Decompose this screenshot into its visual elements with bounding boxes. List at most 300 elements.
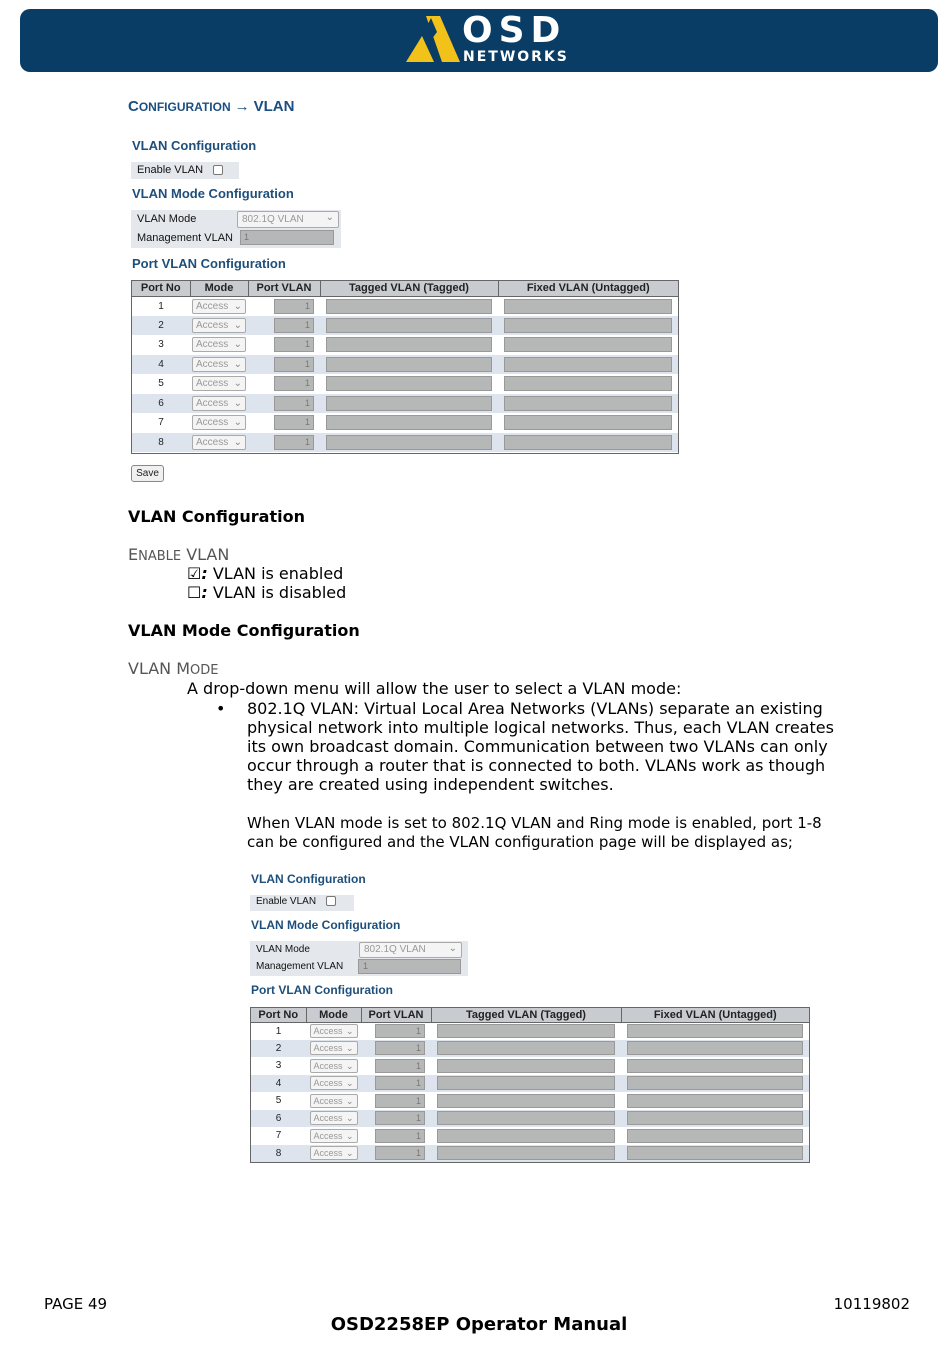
port-number-cell <box>251 1145 306 1163</box>
column-header: Port VLAN <box>361 1008 431 1022</box>
tagged-vlan-input[interactable] <box>326 299 492 314</box>
paragraph-line: can be configured and the VLAN configuration page will be displayed as; <box>247 833 793 851</box>
column-header: Tagged VLAN (Tagged) <box>320 281 498 296</box>
port-vlan-input[interactable] <box>274 357 314 372</box>
ui-heading-vlan-mode-configuration: VLAN Mode Configuration <box>251 918 401 932</box>
port-vlan-input[interactable] <box>274 415 314 430</box>
heading-vlan-mode-configuration: VLAN Mode Configuration <box>128 621 360 640</box>
mode-cell <box>306 1127 361 1145</box>
table-row <box>251 1057 809 1075</box>
bullet-paragraph <box>247 699 847 794</box>
untagged-vlan-cell <box>621 1092 809 1110</box>
colon: : <box>201 583 208 602</box>
tagged-vlan-cell <box>431 1110 621 1128</box>
management-vlan-value: 1 <box>244 232 250 242</box>
mode-cell <box>306 1057 361 1075</box>
checked-box-icon: ☑ <box>187 564 202 583</box>
column-header: Fixed VLAN (Untagged) <box>621 1008 809 1022</box>
page-number: PAGE 49 <box>44 1295 108 1313</box>
mode-select[interactable] <box>192 435 246 450</box>
chevron-down-icon: ⌄ <box>345 1113 354 1124</box>
paragraph-line: physical network into multiple logical networks. Thus, each VLAN creates <box>247 718 834 737</box>
port-number-cell <box>132 374 190 394</box>
table-row <box>251 1127 809 1145</box>
tagged-vlan-input[interactable] <box>437 1111 615 1125</box>
port-vlan-input[interactable] <box>274 376 314 391</box>
mode-select[interactable] <box>310 1111 358 1125</box>
chevron-down-icon: ⌄ <box>233 397 242 409</box>
port-vlan-input[interactable] <box>274 299 314 314</box>
untagged-vlan-input[interactable] <box>627 1146 803 1160</box>
save-button[interactable]: Save <box>131 465 164 482</box>
disabled-description <box>187 583 346 602</box>
mode-select[interactable] <box>310 1024 358 1038</box>
mode-select[interactable] <box>310 1129 358 1143</box>
port-number: 3 <box>158 339 164 351</box>
untagged-vlan-cell <box>498 316 678 336</box>
port-vlan-value: 1 <box>304 339 310 350</box>
chevron-down-icon: ⌄ <box>345 1095 354 1106</box>
tagged-vlan-input[interactable] <box>326 415 492 430</box>
column-header: Mode <box>306 1008 361 1022</box>
mode-select[interactable] <box>192 415 246 430</box>
table-row <box>132 374 678 394</box>
untagged-vlan-cell <box>621 1022 809 1040</box>
mode-value: Access <box>196 300 229 312</box>
port-vlan-input[interactable] <box>274 396 314 411</box>
port-number: 2 <box>158 319 164 331</box>
port-number: 6 <box>158 397 164 409</box>
management-vlan-label: Management VLAN <box>137 232 233 244</box>
mode-select[interactable] <box>192 357 246 372</box>
paragraph-line: they are created using independent switches. <box>247 775 614 794</box>
port-number: 1 <box>158 300 164 312</box>
column-header: Port VLAN <box>248 281 320 296</box>
paragraph-line: When VLAN mode is set to 802.1Q VLAN and Ring mode is enabled, port 1-8 <box>247 814 822 832</box>
port-vlan-cell <box>361 1057 431 1075</box>
port-number-cell <box>132 413 190 433</box>
port-vlan-cell <box>248 413 320 433</box>
untagged-vlan-input[interactable] <box>627 1129 803 1143</box>
mode-cell <box>190 296 248 316</box>
untagged-vlan-cell <box>621 1075 809 1093</box>
tagged-vlan-cell <box>431 1022 621 1040</box>
mode-value: Access <box>196 417 229 429</box>
tagged-vlan-cell <box>320 296 498 316</box>
vlan-mode-select[interactable] <box>237 211 339 228</box>
port-vlan-input[interactable] <box>375 1129 425 1143</box>
mode-select[interactable] <box>310 1076 358 1090</box>
port-number-cell <box>251 1022 306 1040</box>
port-vlan-value: 1 <box>415 1113 421 1124</box>
port-number-cell <box>251 1075 306 1093</box>
port-vlan-input[interactable] <box>274 318 314 333</box>
table-row <box>251 1075 809 1093</box>
column-header: Tagged VLAN (Tagged) <box>431 1008 621 1022</box>
untagged-vlan-cell <box>621 1110 809 1128</box>
table-row <box>251 1110 809 1128</box>
dropdown-intro: A drop-down menu will allow the user to select a VLAN mode: <box>187 679 682 698</box>
vlan-mode-value: 802.1Q VLAN <box>242 214 304 225</box>
port-number-cell <box>251 1092 306 1110</box>
port-vlan-cell <box>248 355 320 375</box>
untagged-vlan-input[interactable] <box>504 396 672 411</box>
subheading-vlan-mode <box>128 659 219 678</box>
management-vlan-value: 1 <box>363 961 369 971</box>
table-row <box>251 1145 809 1163</box>
port-vlan-cell <box>361 1075 431 1093</box>
untagged-vlan-input[interactable] <box>504 299 672 314</box>
untagged-vlan-input[interactable] <box>627 1059 803 1073</box>
enabled-text: VLAN is enabled <box>207 564 344 583</box>
unchecked-box-icon: ☐ <box>187 583 202 602</box>
ui-heading-vlan-configuration: VLAN Configuration <box>132 138 257 153</box>
port-vlan-value: 1 <box>304 378 310 389</box>
mode-select[interactable] <box>310 1146 358 1160</box>
subheading-rest: NABLE <box>138 549 182 564</box>
enable-vlan-checkbox[interactable] <box>326 896 336 906</box>
table-row <box>251 1022 809 1040</box>
untagged-vlan-cell <box>621 1040 809 1058</box>
port-vlan-cell <box>361 1022 431 1040</box>
mode-value: Access <box>313 1148 343 1159</box>
ring-paragraph <box>247 814 847 852</box>
untagged-vlan-input[interactable] <box>504 376 672 391</box>
port-vlan-cell <box>248 296 320 316</box>
mode-select[interactable] <box>192 318 246 333</box>
port-vlan-input[interactable] <box>274 435 314 450</box>
port-number-cell <box>132 335 190 355</box>
port-vlan-table <box>131 280 679 454</box>
tagged-vlan-cell <box>431 1145 621 1163</box>
subheading-initial: VLAN M <box>128 659 191 678</box>
logo-subtext: NETWORKS <box>463 49 569 65</box>
section-title <box>128 98 294 115</box>
port-number-cell <box>251 1040 306 1058</box>
port-vlan-cell <box>361 1110 431 1128</box>
port-number: 4 <box>275 1077 282 1089</box>
mode-cell <box>190 374 248 394</box>
port-number: 8 <box>275 1147 282 1159</box>
port-vlan-value: 1 <box>415 1095 421 1106</box>
mode-select[interactable] <box>192 337 246 352</box>
chevron-down-icon: ⌄ <box>345 1078 354 1089</box>
ui-heading-port-vlan-configuration: Port VLAN Configuration <box>132 256 286 271</box>
enable-vlan-label: Enable VLAN <box>137 164 204 176</box>
port-number: 4 <box>158 358 164 370</box>
mode-value: Access <box>196 319 229 331</box>
port-number: 5 <box>275 1095 282 1107</box>
vlan-mode-label: VLAN Mode <box>256 944 310 955</box>
tagged-vlan-cell <box>320 335 498 355</box>
untagged-vlan-input[interactable] <box>627 1041 803 1055</box>
port-vlan-value: 1 <box>304 358 310 369</box>
port-vlan-input[interactable] <box>375 1146 425 1160</box>
port-number: 5 <box>158 378 164 390</box>
chevron-down-icon: ⌄ <box>345 1130 354 1141</box>
ui-heading-vlan-mode-configuration: VLAN Mode Configuration <box>132 186 294 201</box>
port-vlan-value: 1 <box>304 397 310 408</box>
untagged-vlan-input[interactable] <box>627 1111 803 1125</box>
port-vlan-cell <box>248 394 320 414</box>
port-vlan-cell <box>248 433 320 453</box>
chevron-down-icon: ⌄ <box>233 358 242 370</box>
table-row <box>132 413 678 433</box>
mode-cell <box>306 1022 361 1040</box>
mode-cell <box>190 316 248 336</box>
section-prefix-initial: C <box>128 98 139 115</box>
mode-value: Access <box>196 378 229 390</box>
port-vlan-table <box>250 1007 810 1163</box>
mode-select[interactable] <box>310 1041 358 1055</box>
untagged-vlan-cell <box>498 335 678 355</box>
mode-cell <box>306 1145 361 1163</box>
disabled-text: VLAN is disabled <box>207 583 347 602</box>
port-vlan-input[interactable] <box>375 1076 425 1090</box>
untagged-vlan-cell <box>498 413 678 433</box>
port-number: 8 <box>158 436 164 448</box>
tagged-vlan-input[interactable] <box>437 1129 615 1143</box>
subheading-rest: ODE <box>190 663 219 678</box>
table-row <box>132 335 678 355</box>
tagged-vlan-input[interactable] <box>326 318 492 333</box>
mode-value: Access <box>313 1026 343 1036</box>
mode-select[interactable] <box>310 1094 358 1108</box>
enable-vlan-checkbox[interactable] <box>213 165 223 175</box>
port-number-cell <box>132 433 190 453</box>
osd-logo <box>404 10 574 66</box>
mode-value: Access <box>196 339 229 351</box>
port-vlan-value: 1 <box>415 1026 421 1036</box>
chevron-down-icon: ⌄ <box>233 319 242 331</box>
port-vlan-cell <box>361 1092 431 1110</box>
port-vlan-input[interactable] <box>375 1041 425 1055</box>
port-number-cell <box>251 1057 306 1075</box>
tagged-vlan-cell <box>431 1040 621 1058</box>
tagged-vlan-cell <box>320 355 498 375</box>
mode-value: Access <box>313 1130 343 1141</box>
port-vlan-value: 1 <box>304 319 310 330</box>
untagged-vlan-input[interactable] <box>504 357 672 372</box>
paragraph-line: its own broadcast domain. Communication between two VLANs can only <box>247 737 828 756</box>
port-vlan-cell <box>248 316 320 336</box>
port-vlan-input[interactable] <box>375 1024 425 1038</box>
port-vlan-value: 1 <box>415 1130 421 1141</box>
mode-value: Access <box>313 1043 343 1054</box>
vlan-mode-value: 802.1Q VLAN <box>364 944 426 955</box>
port-number-cell <box>132 394 190 414</box>
chevron-down-icon: ⌄ <box>448 943 457 954</box>
table-row <box>132 394 678 414</box>
table-row <box>132 433 678 453</box>
port-vlan-input[interactable] <box>375 1094 425 1108</box>
enable-vlan-row <box>250 895 354 911</box>
enable-vlan-row <box>131 162 239 179</box>
paragraph-line: occur through a router that is connected to both. VLANs work as though <box>247 756 826 775</box>
heading-vlan-configuration: VLAN Configuration <box>128 507 305 526</box>
chevron-down-icon: ⌄ <box>233 339 242 351</box>
mode-value: Access <box>313 1095 343 1106</box>
mode-select[interactable] <box>192 376 246 391</box>
mode-cell <box>190 355 248 375</box>
tagged-vlan-cell <box>431 1075 621 1093</box>
subheading-initial: E <box>128 545 139 564</box>
port-vlan-value: 1 <box>415 1043 421 1054</box>
paragraph-line: 802.1Q VLAN: Virtual Local Area Networks (VLANs) separate an existing <box>247 699 823 718</box>
tagged-vlan-input[interactable] <box>437 1059 615 1073</box>
untagged-vlan-input[interactable] <box>504 435 672 450</box>
port-number-cell <box>132 316 190 336</box>
port-vlan-cell <box>248 374 320 394</box>
port-vlan-value: 1 <box>415 1148 421 1159</box>
column-header: Mode <box>190 281 248 296</box>
untagged-vlan-input[interactable] <box>627 1076 803 1090</box>
chevron-down-icon: ⌄ <box>345 1043 354 1054</box>
port-vlan-cell <box>361 1145 431 1163</box>
subheading-tail: VLAN <box>181 545 230 564</box>
mode-cell <box>306 1110 361 1128</box>
port-vlan-value: 1 <box>304 436 310 447</box>
mode-select[interactable] <box>310 1059 358 1073</box>
chevron-down-icon: ⌄ <box>233 436 242 448</box>
tagged-vlan-cell <box>431 1092 621 1110</box>
subheading-enable-vlan <box>128 545 229 564</box>
table-row <box>132 355 678 375</box>
port-number: 7 <box>158 417 164 429</box>
untagged-vlan-input[interactable] <box>504 318 672 333</box>
untagged-vlan-cell <box>621 1145 809 1163</box>
enable-vlan-label: Enable VLAN <box>256 896 317 907</box>
mode-cell <box>306 1092 361 1110</box>
port-vlan-value: 1 <box>415 1078 421 1089</box>
port-vlan-input[interactable] <box>375 1111 425 1125</box>
column-header: Fixed VLAN (Untagged) <box>498 281 678 296</box>
untagged-vlan-cell <box>498 433 678 453</box>
management-vlan-label: Management VLAN <box>256 961 344 972</box>
mode-value: Access <box>313 1078 343 1089</box>
port-number-cell <box>132 355 190 375</box>
untagged-vlan-cell <box>498 394 678 414</box>
port-vlan-input[interactable] <box>375 1059 425 1073</box>
tagged-vlan-input[interactable] <box>437 1076 615 1090</box>
logo-text: OSD <box>462 10 567 51</box>
port-number: 2 <box>275 1042 282 1054</box>
tagged-vlan-cell <box>431 1057 621 1075</box>
table-row <box>132 296 678 316</box>
untagged-vlan-cell <box>621 1057 809 1075</box>
table-row <box>132 316 678 336</box>
mode-select[interactable] <box>192 396 246 411</box>
tagged-vlan-input[interactable] <box>326 396 492 411</box>
chevron-down-icon: ⌄ <box>325 212 334 223</box>
mode-select[interactable] <box>192 299 246 314</box>
tagged-vlan-cell <box>320 394 498 414</box>
untagged-vlan-cell <box>498 374 678 394</box>
port-number: 3 <box>275 1060 282 1072</box>
port-number: 1 <box>275 1025 282 1037</box>
chevron-down-icon: ⌄ <box>233 417 242 429</box>
tagged-vlan-input[interactable] <box>326 376 492 391</box>
tagged-vlan-input[interactable] <box>326 435 492 450</box>
mode-cell <box>190 413 248 433</box>
port-vlan-cell <box>361 1127 431 1145</box>
port-vlan-value: 1 <box>304 417 310 428</box>
port-number-cell <box>251 1110 306 1128</box>
port-vlan-cell <box>361 1040 431 1058</box>
mode-value: Access <box>313 1113 343 1124</box>
port-vlan-input[interactable] <box>274 337 314 352</box>
chevron-down-icon: ⌄ <box>345 1026 354 1036</box>
tagged-vlan-cell <box>431 1127 621 1145</box>
section-prefix-rest: ONFIGURATION <box>138 100 231 114</box>
untagged-vlan-cell <box>498 355 678 375</box>
column-header: Port No <box>132 281 190 296</box>
untagged-vlan-input[interactable] <box>504 337 672 352</box>
untagged-vlan-input[interactable] <box>627 1024 803 1038</box>
chevron-down-icon: ⌄ <box>233 300 242 312</box>
port-number: 6 <box>275 1112 282 1124</box>
mode-value: Access <box>196 358 229 370</box>
mode-cell <box>190 335 248 355</box>
untagged-vlan-input[interactable] <box>627 1094 803 1108</box>
tagged-vlan-input[interactable] <box>437 1041 615 1055</box>
tagged-vlan-input[interactable] <box>437 1024 615 1038</box>
section-title-vlan: VLAN <box>253 98 295 115</box>
arrow-right-icon: → <box>234 98 250 115</box>
column-header: Port No <box>251 1008 306 1022</box>
chevron-down-icon: ⌄ <box>233 378 242 390</box>
untagged-vlan-input[interactable] <box>504 415 672 430</box>
vlan-mode-label: VLAN Mode <box>137 213 197 225</box>
doc-number: 10119802 <box>833 1295 910 1313</box>
logo-triangle-icon <box>404 14 462 66</box>
ui-heading-port-vlan-configuration: Port VLAN Configuration <box>251 983 393 997</box>
chevron-down-icon: ⌄ <box>345 1148 354 1159</box>
tagged-vlan-input[interactable] <box>437 1146 615 1160</box>
untagged-vlan-cell <box>498 296 678 316</box>
enabled-description <box>187 564 343 583</box>
mode-cell <box>190 433 248 453</box>
colon: : <box>201 564 208 583</box>
table-row <box>251 1040 809 1058</box>
mode-value: Access <box>313 1060 343 1071</box>
tagged-vlan-input[interactable] <box>326 357 492 372</box>
tagged-vlan-input[interactable] <box>326 337 492 352</box>
port-vlan-value: 1 <box>415 1060 421 1071</box>
bullet-icon: • <box>216 699 226 718</box>
tagged-vlan-cell <box>320 374 498 394</box>
mode-value: Access <box>196 436 229 448</box>
ui-heading-vlan-configuration: VLAN Configuration <box>251 872 366 886</box>
tagged-vlan-input[interactable] <box>437 1094 615 1108</box>
mode-cell <box>190 394 248 414</box>
port-vlan-cell <box>248 335 320 355</box>
mode-cell <box>306 1075 361 1093</box>
document-title: OSD2258EP Operator Manual <box>330 1314 628 1335</box>
port-number: 7 <box>275 1130 282 1142</box>
chevron-down-icon: ⌄ <box>345 1060 354 1071</box>
port-number-cell <box>132 296 190 316</box>
vlan-mode-select[interactable] <box>359 942 462 958</box>
management-vlan-input[interactable] <box>240 230 334 245</box>
management-vlan-input[interactable] <box>358 959 461 974</box>
tagged-vlan-cell <box>320 316 498 336</box>
mode-value: Access <box>196 397 229 409</box>
tagged-vlan-cell <box>320 433 498 453</box>
tagged-vlan-cell <box>320 413 498 433</box>
port-vlan-value: 1 <box>304 300 310 311</box>
port-number-cell <box>251 1127 306 1145</box>
